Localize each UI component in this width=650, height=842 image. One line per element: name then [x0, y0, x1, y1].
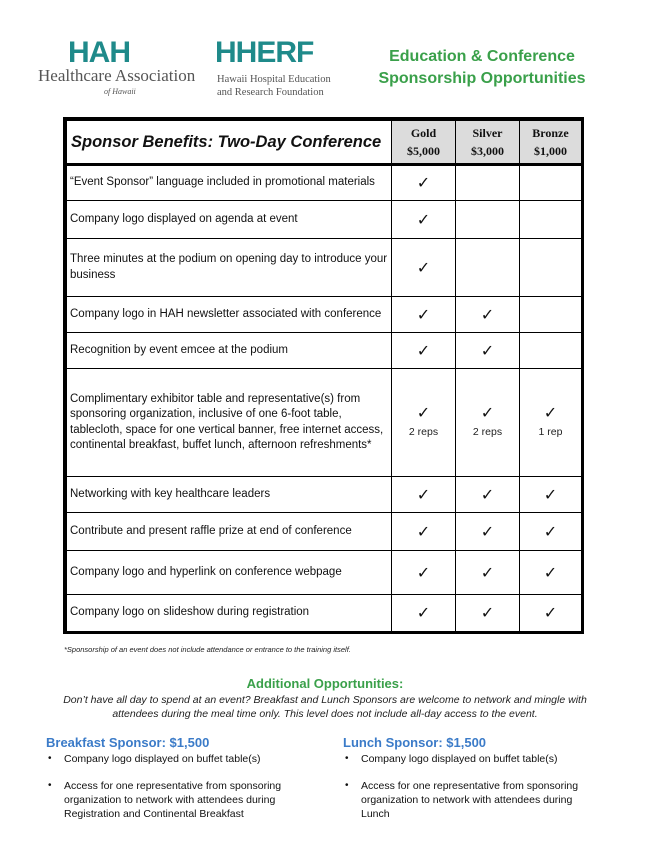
table-row: [67, 477, 582, 513]
cell-gold: [392, 297, 456, 333]
table-row: [67, 595, 582, 632]
cell-bronze: [520, 595, 582, 632]
hherf-logo-line2: and Research Foundation: [217, 87, 324, 98]
benefit-text: Company logo and hyperlink on conference webpage: [67, 551, 392, 595]
checkmark-icon: ✓: [480, 603, 495, 622]
checkmark-icon: ✓: [543, 562, 558, 582]
checkmark-icon: ✓: [416, 603, 431, 622]
cell-silver: [456, 477, 520, 513]
tier-name: Bronze: [532, 126, 569, 140]
table-row: [67, 369, 582, 477]
cell-silver: [456, 239, 520, 297]
cell-bronze: [520, 239, 582, 297]
checkmark-icon: ✓: [416, 340, 431, 360]
bullet-icon: •: [48, 780, 52, 791]
tier-price: $1,000: [534, 144, 567, 158]
table-row: [67, 551, 582, 595]
cell-silver: [456, 333, 520, 369]
tier-price: $5,000: [407, 144, 440, 158]
hah-logo-name: Healthcare Association: [38, 66, 196, 85]
cell-silver: [456, 165, 520, 201]
cell-gold: [392, 333, 456, 369]
list-item: [343, 752, 603, 766]
table-row: [67, 165, 582, 201]
cell-gold: [392, 201, 456, 239]
table-row: [67, 513, 582, 551]
checkmark-icon: ✓: [543, 484, 558, 504]
cell-gold: [392, 595, 456, 632]
checkmark-icon: ✓: [480, 521, 495, 541]
checkmark-icon: ✓: [416, 257, 431, 277]
lunch-sponsor-list: [343, 752, 603, 821]
hherf-logo-mark: HHERF: [215, 36, 314, 69]
checkmark-icon: ✓: [416, 562, 431, 582]
list-item-text: Access for one representative from sponsoring organization to network with attendees during Registration and Continental Breakfast: [64, 780, 282, 820]
benefit-text: Contribute and present raffle prize at end of conference: [67, 513, 392, 551]
breakfast-sponsor-title: Breakfast Sponsor: $1,500: [46, 735, 210, 750]
reps-note: 1 rep: [538, 425, 563, 438]
cell-bronze: [520, 513, 582, 551]
benefit-text: Three minutes at the podium on opening day to introduce your business: [67, 239, 392, 297]
cell-silver: [456, 513, 520, 551]
table-row: [67, 239, 582, 297]
checkmark-icon: ✓: [416, 304, 431, 324]
cell-bronze: [520, 165, 582, 201]
checkmark-icon: ✓: [543, 521, 558, 541]
cell-silver: [456, 551, 520, 595]
tier-name: Gold: [410, 126, 437, 140]
tier-price: $3,000: [471, 144, 504, 158]
checkmark-icon: ✓: [480, 402, 495, 422]
cell-gold: [392, 165, 456, 201]
breakfast-sponsor-list: [46, 752, 306, 821]
benefits-table: [63, 117, 584, 634]
table-row: [67, 297, 582, 333]
benefit-text: Company logo displayed on agenda at event: [67, 201, 392, 239]
list-item-text: Company logo displayed on buffet table(s): [64, 753, 261, 765]
checkmark-icon: ✓: [416, 209, 431, 229]
table-row: [67, 201, 582, 239]
checkmark-icon: ✓: [480, 562, 495, 582]
cell-bronze: [520, 333, 582, 369]
bullet-icon: •: [345, 780, 349, 791]
tier-gold: [392, 121, 456, 165]
tier-silver: [456, 121, 520, 165]
checkmark-icon: ✓: [480, 340, 495, 360]
additional-description: Don’t have all day to spend at an event? Breakfast and Lunch Sponsors are welcome to network and mingle with attendees during the meal time only. This level does not include all-day access to the event.: [63, 694, 587, 720]
cell-bronze: [520, 477, 582, 513]
hherf-logo-line1: Hawaii Hospital Education: [217, 74, 331, 85]
checkmark-icon: ✓: [416, 402, 431, 422]
bullet-icon: •: [48, 753, 52, 764]
cell-bronze: [520, 297, 582, 333]
hah-logo: [38, 36, 198, 100]
cell-silver: [456, 201, 520, 239]
checkmark-icon: ✓: [480, 304, 495, 324]
lunch-sponsor-title: Lunch Sponsor: $1,500: [343, 735, 487, 750]
hah-logo-sub: of Hawaii: [104, 87, 136, 96]
table-body: [67, 165, 582, 632]
table-header-row: [67, 121, 582, 165]
benefit-text: Networking with key healthcare leaders: [67, 477, 392, 513]
benefit-text: Company logo in HAH newsletter associated with conference: [67, 297, 392, 333]
additional-title: Additional Opportunities:: [246, 676, 404, 691]
reps-note: 2 reps: [472, 425, 503, 438]
lunch-sponsor: [343, 735, 603, 834]
benefit-text: Recognition by event emcee at the podium: [67, 333, 392, 369]
checkmark-icon: ✓: [416, 521, 431, 541]
list-item: [46, 752, 306, 766]
hah-logo-mark: HAH: [68, 36, 130, 69]
list-item: [343, 779, 603, 821]
cell-silver: [456, 369, 520, 477]
tier-name: Silver: [472, 126, 503, 140]
checkmark-icon: ✓: [543, 402, 558, 422]
cell-gold: [392, 513, 456, 551]
list-item: [46, 779, 306, 821]
table-row: [67, 333, 582, 369]
cell-gold: [392, 369, 456, 477]
cell-gold: [392, 477, 456, 513]
table-title: Sponsor Benefits: Two-Day Conference: [67, 121, 392, 165]
tier-bronze: [520, 121, 582, 165]
cell-gold: [392, 239, 456, 297]
footnote: *Sponsorship of an event does not include attendance or entrance to the training itself.: [64, 645, 351, 654]
cell-silver: [456, 297, 520, 333]
reps-note: 2 reps: [408, 425, 439, 438]
cell-bronze: [520, 551, 582, 595]
list-item-text: Company logo displayed on buffet table(s): [361, 753, 558, 765]
hherf-logo-name: [217, 73, 331, 99]
list-item-text: Access for one representative from sponsoring organization to network with attendees during Lunch: [361, 780, 579, 820]
breakfast-sponsor: [46, 735, 306, 834]
checkmark-icon: ✓: [543, 603, 558, 622]
checkmark-icon: ✓: [416, 173, 431, 192]
hherf-logo: [215, 36, 350, 100]
cell-bronze: [520, 369, 582, 477]
bullet-icon: •: [345, 753, 349, 764]
page-title-line1: Education & Conference: [389, 48, 575, 65]
cell-bronze: [520, 201, 582, 239]
page-title: [372, 46, 592, 90]
benefit-text: “Event Sponsor” language included in promotional materials: [67, 165, 392, 201]
checkmark-icon: ✓: [480, 484, 495, 504]
benefit-text: Complimentary exhibitor table and representative(s) from sponsoring organization, inclusive of one 6-foot table, tablecloth, space for one vertical banner, free internet access, continental breakfast, buffet lunch, afternoon refreshments*: [67, 369, 392, 477]
cell-silver: [456, 595, 520, 632]
benefit-text: Company logo on slideshow during registration: [67, 595, 392, 632]
checkmark-icon: ✓: [416, 484, 431, 504]
cell-gold: [392, 551, 456, 595]
page-title-line2: Sponsorship Opportunities: [378, 70, 586, 87]
